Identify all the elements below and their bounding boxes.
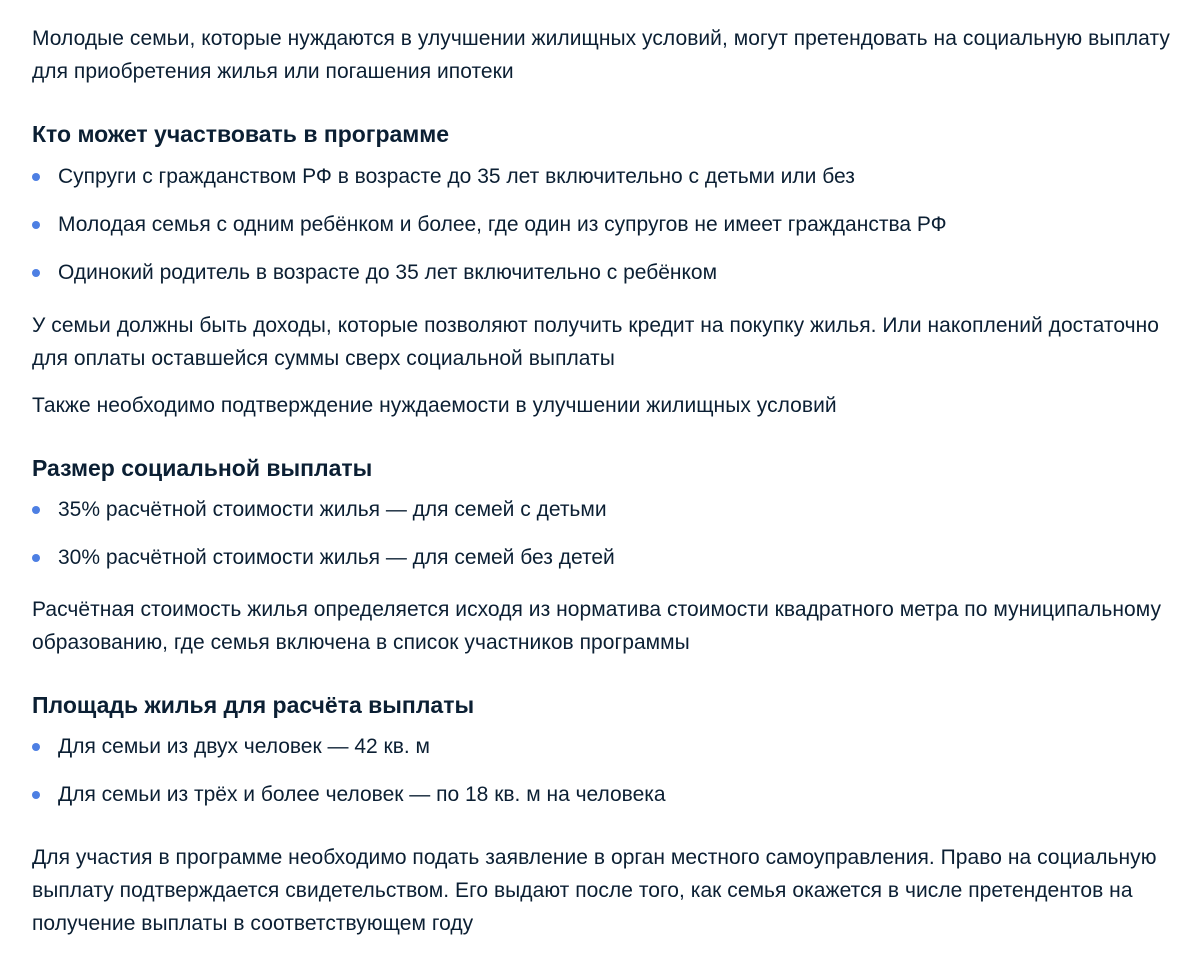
bullet-icon: [32, 269, 40, 277]
bullet-icon: [32, 173, 40, 181]
heading-who-can-participate: Кто может участвовать в программе: [32, 121, 450, 147]
list-item-text: Для семьи из трёх и более человек — по 18 кв. м на человека: [58, 783, 666, 806]
apply-paragraph: Для участия в программе необходимо подать заявление в орган местного самоуправления. Право на социальную выплату подтверждается свидетельством. Его выдают после того, как семья окажется в числе претендентов на получение выплаты в соответствующем году: [32, 846, 1157, 935]
bullet-icon: [32, 743, 40, 751]
intro-paragraph: Молодые семьи, которые нуждаются в улучшении жилищных условий, могут претендовать на социальную выплату для приобретения жилья или погашения ипотеки: [32, 27, 1170, 83]
list-item-text: Супруги с гражданством РФ в возрасте до 35 лет включительно с детьми или без: [58, 165, 855, 188]
income-paragraph: У семьи должны быть доходы, которые позволяют получить кредит на покупку жилья. Или накоплений достаточно для оплаты оставшейся суммы сверх социальной выплаты: [32, 314, 1159, 370]
list-item: [32, 161, 1182, 193]
list-item: [32, 542, 1182, 574]
list-item: [32, 779, 1182, 811]
bullet-icon: [32, 791, 40, 799]
cost-paragraph: Расчётная стоимость жилья определяется исходя из норматива стоимости квадратного метра по муниципальному образованию, где семья включена в список участников программы: [32, 598, 1161, 654]
heading-payment-size: Размер социальной выплаты: [32, 455, 373, 481]
bullet-icon: [32, 506, 40, 514]
list-item-text: 35% расчётной стоимости жилья — для семей с детьми: [58, 498, 607, 521]
list-item-text: Молодая семья с одним ребёнком и более, где один из супругов не имеет гражданства РФ: [58, 213, 947, 236]
need-paragraph: Также необходимо подтверждение нуждаемости в улучшении жилищных условий: [32, 394, 837, 417]
bullet-icon: [32, 221, 40, 229]
size-list: [32, 494, 1182, 574]
list-item-text: Одинокий родитель в возрасте до 35 лет включительно с ребёнком: [58, 261, 718, 284]
list-item: [32, 494, 1182, 526]
area-list: [32, 731, 1182, 811]
list-item: [32, 209, 1182, 241]
list-item-text: 30% расчётной стоимости жилья — для семей без детей: [58, 546, 615, 569]
heading-housing-area: Площадь жилья для расчёта выплаты: [32, 692, 475, 718]
list-item: [32, 257, 1182, 289]
list-item: [32, 731, 1182, 763]
bullet-icon: [32, 554, 40, 562]
who-list: [32, 161, 1182, 289]
list-item-text: Для семьи из двух человек — 42 кв. м: [58, 735, 430, 758]
